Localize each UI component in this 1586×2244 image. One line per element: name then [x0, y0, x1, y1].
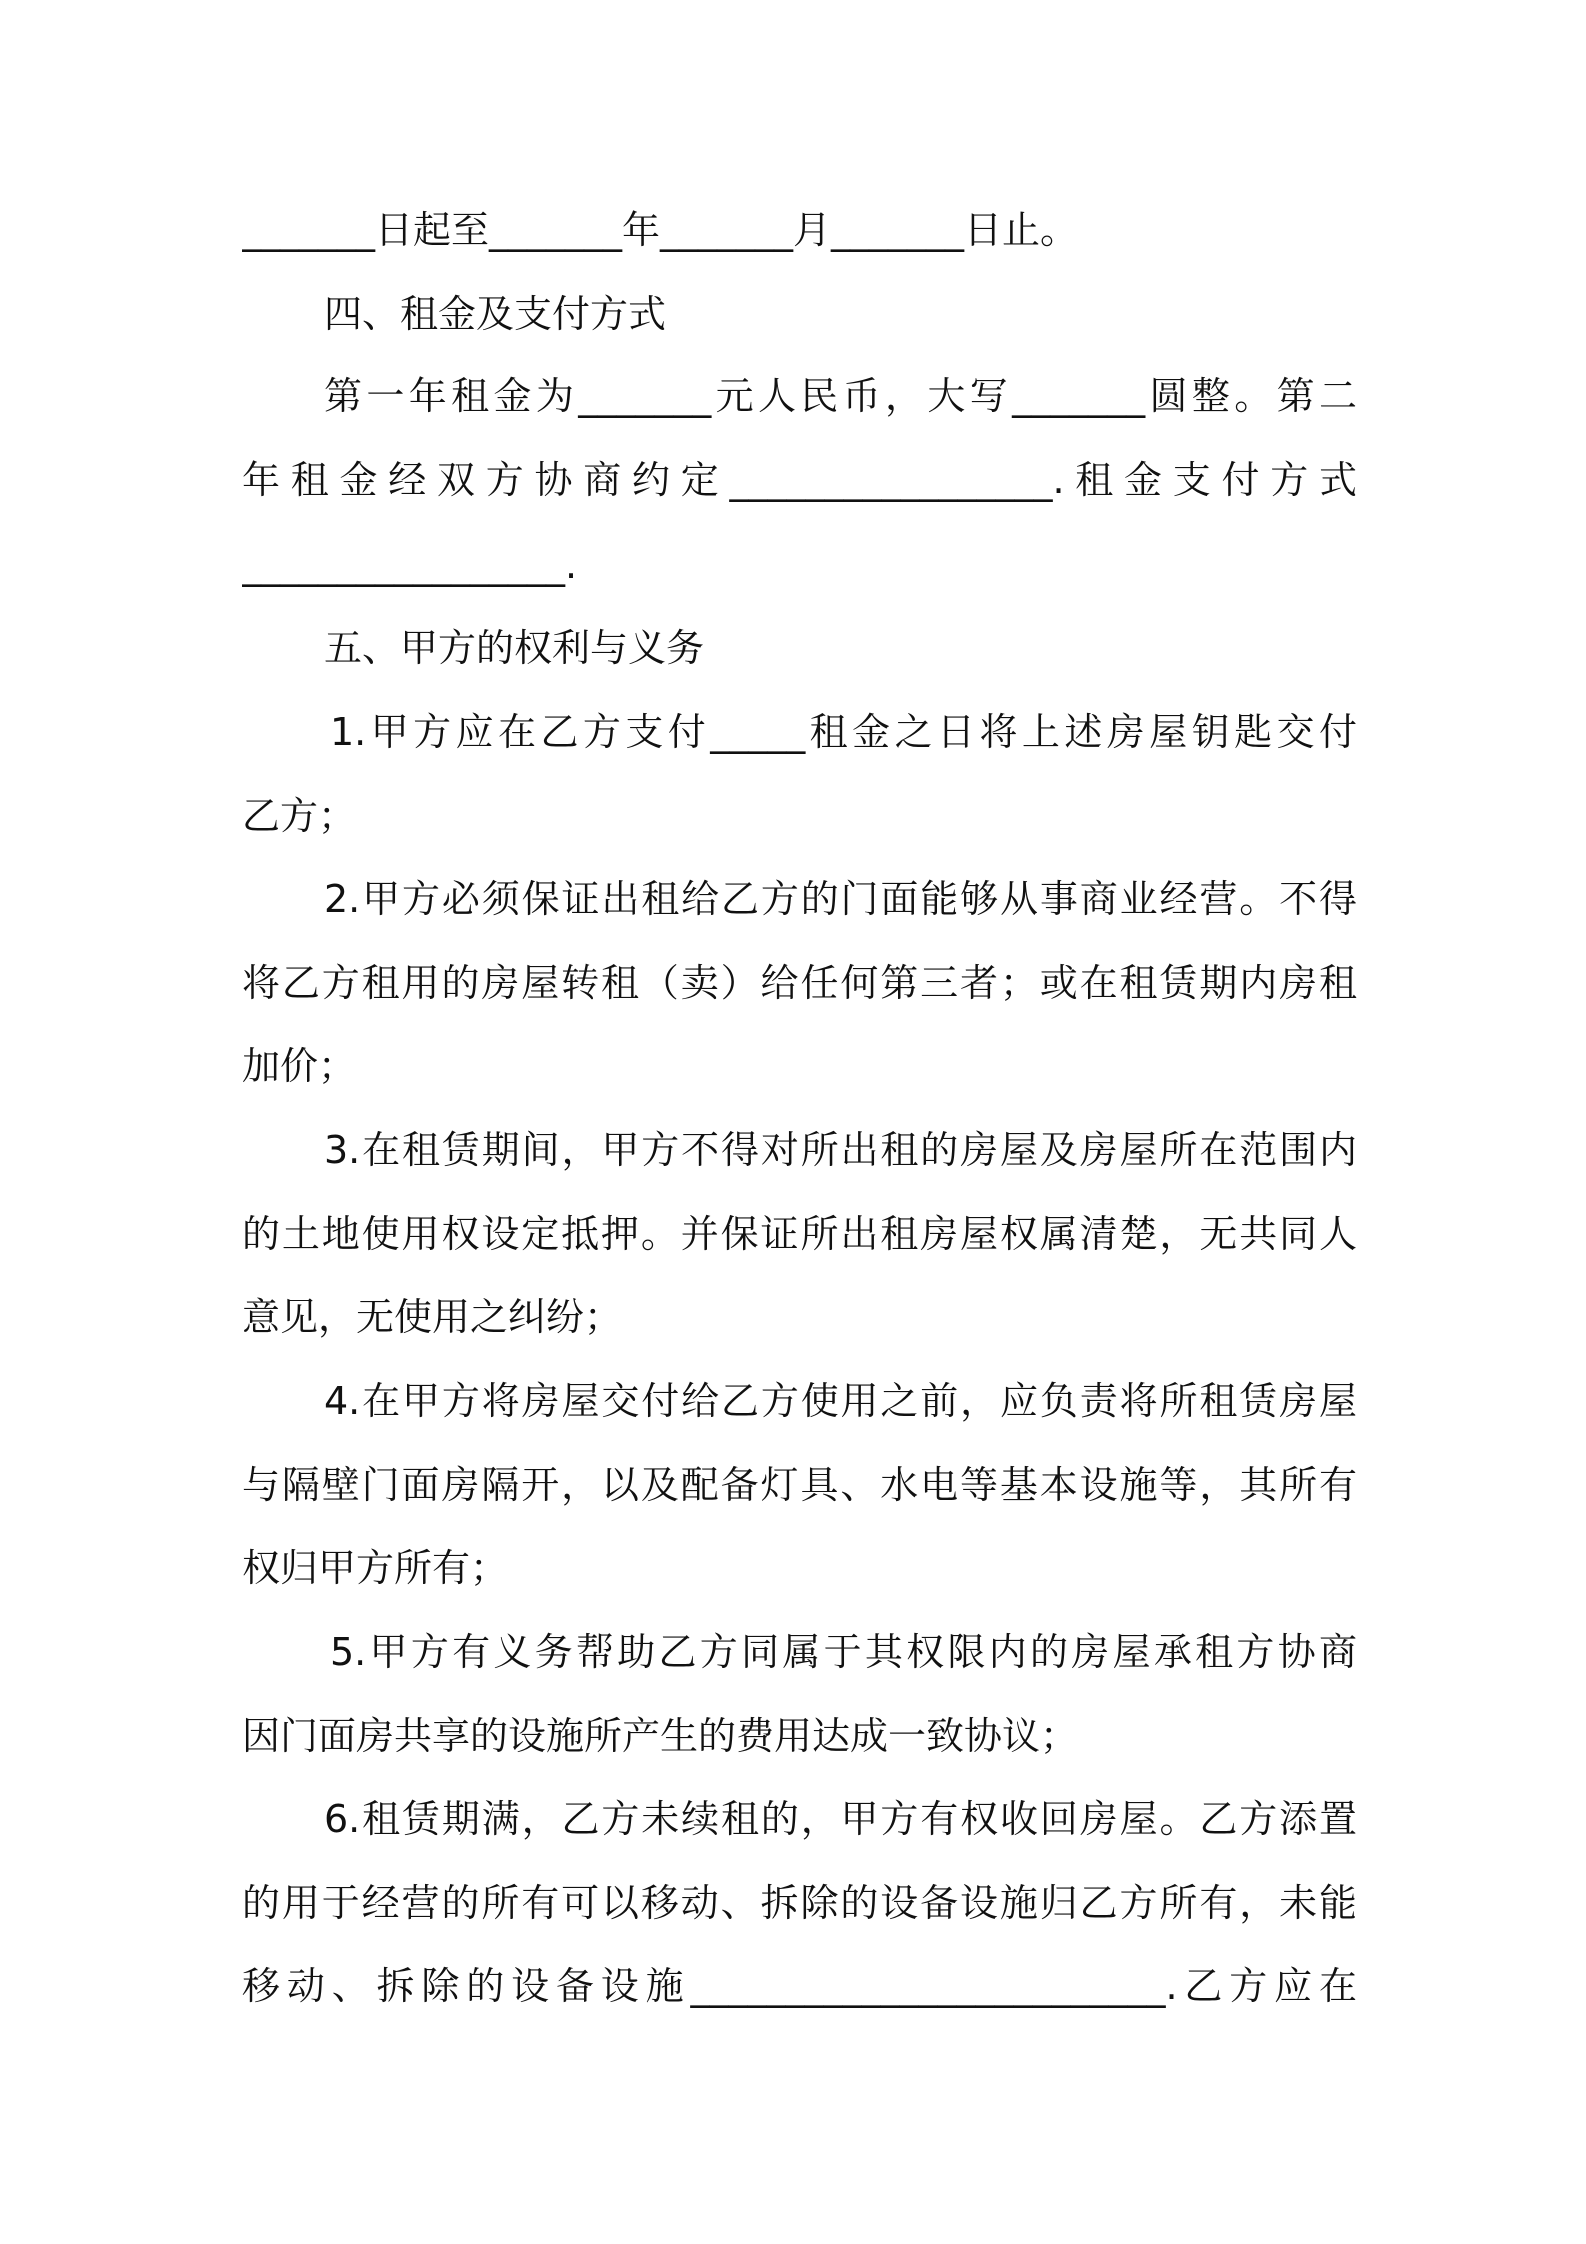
text-line-15: 4.在甲方将房屋交付给乙方使用之前，应负责将所租赁房屋: [324, 1379, 1357, 1423]
section-heading-rent: 四、租金及支付方式: [324, 292, 667, 336]
text-line-22: 移动、拆除的设备设施_________________________.乙方应在: [242, 1964, 1357, 2008]
text-line-11: 加价；: [242, 1044, 357, 1088]
text-line-9: 2.甲方必须保证出租给乙方的门面能够从事商业经营。不得: [324, 877, 1357, 921]
text-line-5: _________________.: [242, 543, 578, 587]
text-line-8: 乙方；: [242, 794, 357, 838]
text-line-1: _______日起至_______年_______月_______日止。: [242, 208, 1079, 252]
text-line-19: 因门面房共享的设施所产生的费用达成一致协议；: [242, 1714, 1079, 1758]
text-line-18: 5.甲方有义务帮助乙方同属于其权限内的房屋承租方协商: [330, 1630, 1357, 1674]
text-line-20: 6.租赁期满，乙方未续租的，甲方有权收回房屋。乙方添置: [324, 1797, 1357, 1841]
section-heading-landlord: 五、甲方的权利与义务: [324, 626, 705, 670]
text-line-17: 权归甲方所有；: [242, 1546, 509, 1590]
text-line-16: 与隔壁门面房隔开，以及配备灯具、水电等基本设施等，其所有: [242, 1463, 1357, 1507]
text-line-21: 的用于经营的所有可以移动、拆除的设备设施归乙方所有，未能: [242, 1881, 1357, 1925]
text-line-12: 3.在租赁期间，甲方不得对所出租的房屋及房屋所在范围内: [324, 1128, 1357, 1172]
text-line-14: 意见，无使用之纠纷；: [242, 1295, 623, 1339]
text-line-13: 的土地使用权设定抵押。并保证所出租房屋权属清楚，无共同人: [242, 1212, 1357, 1256]
text-line-7: 1.甲方应在乙方支付_____租金之日将上述房屋钥匙交付: [330, 710, 1357, 754]
text-line-4: 年租金经双方协商约定_________________.租金支付方式: [242, 458, 1357, 502]
text-line-3: 第一年租金为_______元人民币，大写_______圆整。第二: [324, 374, 1357, 418]
text-line-10: 将乙方租用的房屋转租（卖）给任何第三者；或在租赁期内房租: [242, 961, 1357, 1005]
